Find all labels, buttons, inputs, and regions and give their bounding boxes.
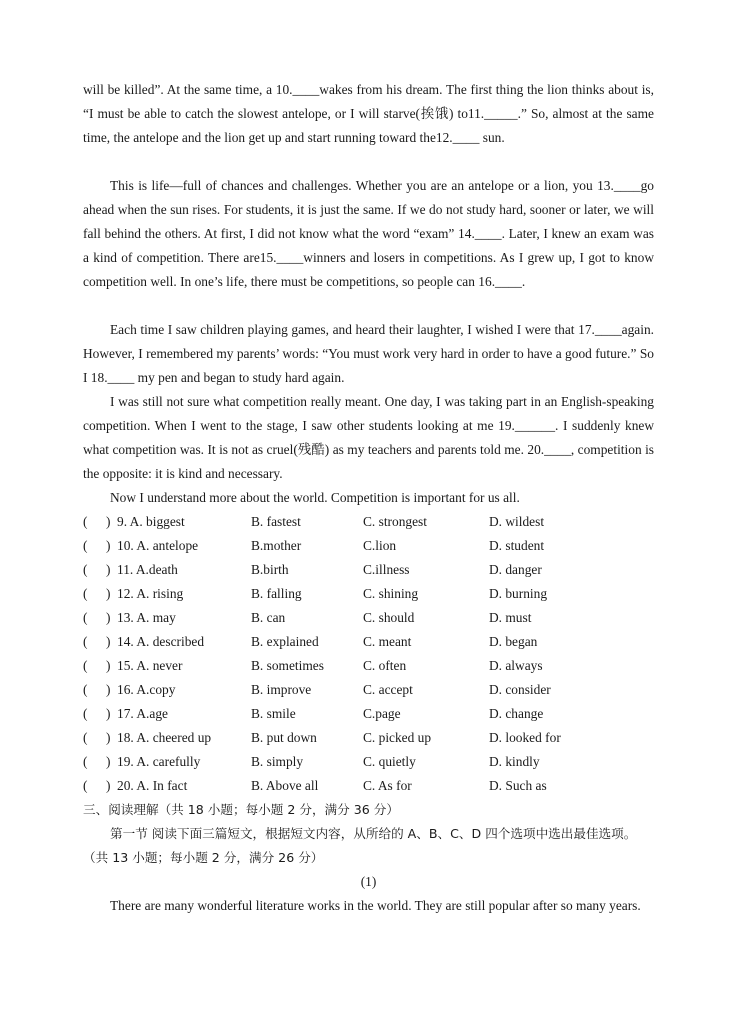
option-b: B. smile	[251, 706, 296, 721]
question-row	[83, 750, 654, 774]
option-a: A.copy	[136, 682, 176, 697]
passage-paragraph-4: I was still not sure what competition really meant. One day, I was taking part in an English-speaking competition. When I went to the stage, I saw other students looking at me 19.______. I suddenly knew what competition was. It is not as cruel(残酷) as my teachers and parents told me. 20.____, competition is the opposite: it is kind and necessary.	[83, 394, 654, 481]
option-d: D. consider	[489, 682, 551, 697]
option-c: C. shining	[363, 586, 419, 601]
question-number: 16.	[117, 682, 134, 697]
question-options-list	[83, 510, 654, 798]
question-row	[83, 774, 654, 798]
option-d: D. burning	[489, 586, 548, 601]
answer-blank-close: )	[106, 658, 111, 673]
answer-blank-open[interactable]: (	[83, 730, 88, 745]
answer-blank-open[interactable]: (	[83, 634, 88, 649]
option-b: B. falling	[251, 586, 302, 601]
option-a: A. antelope	[136, 538, 199, 553]
option-d: D. danger	[489, 562, 542, 577]
option-d: D. Such as	[489, 778, 547, 793]
option-b: B. Above all	[251, 778, 319, 793]
option-d: D. wildest	[489, 514, 545, 529]
answer-blank-close: )	[106, 706, 111, 721]
question-row	[83, 510, 654, 534]
option-c: C. As for	[363, 778, 412, 793]
answer-blank-close: )	[106, 682, 111, 697]
reading-number: (1)	[360, 874, 377, 889]
question-row	[83, 558, 654, 582]
option-d: D. always	[489, 658, 543, 673]
passage-paragraph-5: Now I understand more about the world. Competition is important for us all.	[110, 490, 520, 505]
answer-blank-close: )	[106, 562, 111, 577]
option-c: C.page	[363, 706, 401, 721]
passage-paragraph-1: will be killed”. At the same time, a 10.____wakes from his dream. The first thing the lion thinks about is, “I must be able to catch the slowest antelope, or I will starve(挨饿) to11._____.” So, almost at the same time, the antelope and the lion get up and start running toward the12.____ sun.	[83, 82, 654, 145]
question-number: 14.	[117, 634, 134, 649]
option-a: A. rising	[136, 586, 184, 601]
option-d: D. began	[489, 634, 538, 649]
option-c: C. often	[363, 658, 407, 673]
option-d: D. change	[489, 706, 544, 721]
answer-blank-open[interactable]: (	[83, 682, 88, 697]
question-number: 19.	[117, 754, 134, 769]
question-number: 12.	[117, 586, 134, 601]
option-b: B. put down	[251, 730, 317, 745]
answer-blank-open[interactable]: (	[83, 610, 88, 625]
option-c: C. strongest	[363, 514, 427, 529]
option-b: B. improve	[251, 682, 312, 697]
question-row	[83, 606, 654, 630]
question-number: 17.	[117, 706, 134, 721]
option-a: A. never	[136, 658, 183, 673]
option-b: B. fastest	[251, 514, 301, 529]
option-c: C.illness	[363, 562, 410, 577]
option-d: D. student	[489, 538, 545, 553]
option-a: A.age	[136, 706, 168, 721]
answer-blank-open[interactable]: (	[83, 538, 88, 553]
question-row	[83, 702, 654, 726]
option-c: C. should	[363, 610, 415, 625]
question-number: 13.	[117, 610, 134, 625]
section-subheading: 第一节 阅读下面三篇短文，根据短文内容，从所给的 A、B、C、D 四个选项中选出最佳选项。（共 13 小题；每小题 2 分，满分 26 分）	[83, 826, 637, 865]
question-number: 11.	[117, 562, 134, 577]
question-row	[83, 582, 654, 606]
option-b: B. simply	[251, 754, 304, 769]
question-row	[83, 534, 654, 558]
option-a: A. described	[136, 634, 205, 649]
answer-blank-open[interactable]: (	[83, 706, 88, 721]
answer-blank-open[interactable]: (	[83, 754, 88, 769]
option-b: B.mother	[251, 538, 302, 553]
option-a: A.death	[135, 562, 178, 577]
option-b: B.birth	[251, 562, 289, 577]
option-c: C. picked up	[363, 730, 432, 745]
answer-blank-close: )	[106, 586, 111, 601]
answer-blank-close: )	[106, 754, 111, 769]
option-d: D. must	[489, 610, 532, 625]
answer-blank-open[interactable]: (	[83, 562, 88, 577]
answer-blank-close: )	[106, 610, 111, 625]
answer-blank-open[interactable]: (	[83, 658, 88, 673]
question-row	[83, 630, 654, 654]
option-d: D. looked for	[489, 730, 561, 745]
question-row	[83, 654, 654, 678]
answer-blank-close: )	[106, 514, 111, 529]
option-a: A. In fact	[136, 778, 188, 793]
option-b: B. sometimes	[251, 658, 324, 673]
option-a: A. biggest	[129, 514, 185, 529]
option-a: A. cheered up	[136, 730, 212, 745]
option-a: A. may	[136, 610, 176, 625]
option-c: C. accept	[363, 682, 413, 697]
question-row	[83, 678, 654, 702]
passage-paragraph-3: Each time I saw children playing games, and heard their laughter, I wished I were that 17.____again. However, I remembered my parents’ words: “You must work very hard in order to have a good future.” So I 18.____ my pen and began to study hard again.	[83, 322, 654, 385]
reading-intro: There are many wonderful literature works in the world. They are still popular after so many years.	[110, 898, 641, 913]
option-a: A. carefully	[136, 754, 201, 769]
question-number: 15.	[117, 658, 134, 673]
section-heading: 三、阅读理解（共 18 小题；每小题 2 分，满分 36 分）	[83, 802, 399, 817]
question-number: 18.	[117, 730, 134, 745]
question-row	[83, 726, 654, 750]
answer-blank-close: )	[106, 634, 111, 649]
answer-blank-close: )	[106, 730, 111, 745]
option-c: C. quietly	[363, 754, 416, 769]
answer-blank-open[interactable]: (	[83, 778, 88, 793]
answer-blank-close: )	[106, 538, 111, 553]
option-b: B. can	[251, 610, 286, 625]
option-d: D. kindly	[489, 754, 540, 769]
answer-blank-open[interactable]: (	[83, 586, 88, 601]
option-c: C. meant	[363, 634, 412, 649]
option-b: B. explained	[251, 634, 319, 649]
option-c: C.lion	[363, 538, 397, 553]
passage-paragraph-2: This is life—full of chances and challenges. Whether you are an antelope or a lion, you 13.____go ahead when the sun rises. For students, it is just the same. If we do not study hard, sooner or later, we will fall behind the others. At first, I did not know what the word “exam” 14.____. Later, I knew an exam was a kind of competition. There are15.____winners and losers in competitions. As I grew up, I got to know competition well. In one’s life, there must be competitions, so people can 16.____.	[83, 178, 654, 289]
question-number: 10.	[117, 538, 134, 553]
answer-blank-close: )	[106, 778, 111, 793]
answer-blank-open[interactable]: (	[83, 514, 88, 529]
question-number: 20.	[117, 778, 134, 793]
question-number: 9.	[117, 514, 128, 529]
